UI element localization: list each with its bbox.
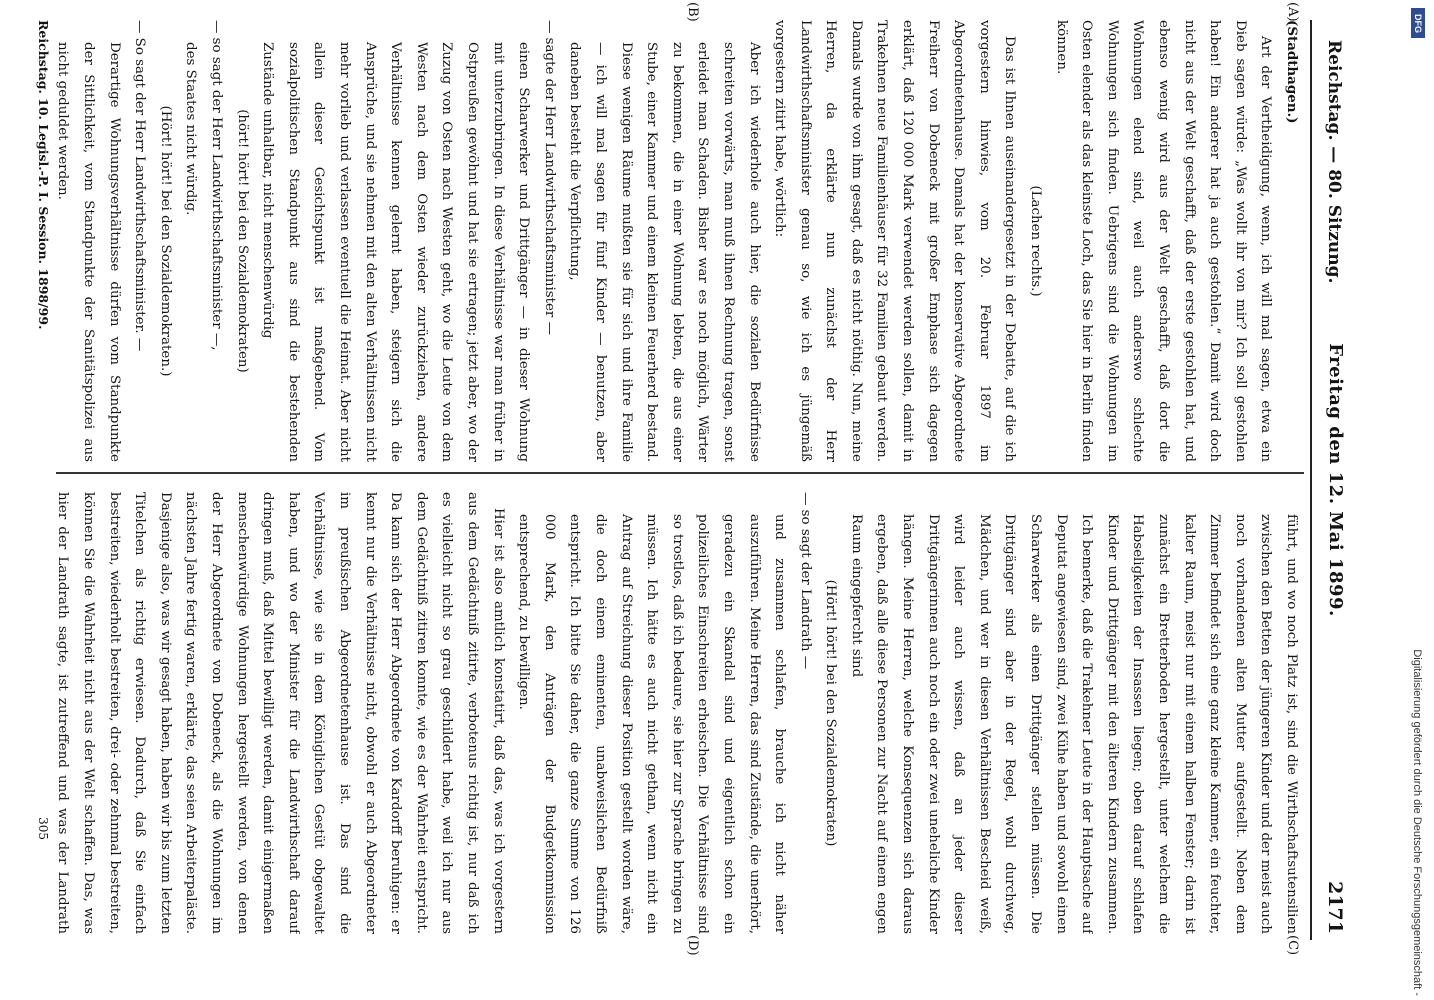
footer-session: Reichstag. 10. Legisl.-P. I. Session. 1898/99.: [36, 20, 51, 330]
margin-marker-d: (D): [685, 935, 700, 956]
dfg-credit-text: Digitalisierung gefördert durch die Deutsche Forschungsgemeinschaft -: [1411, 649, 1423, 996]
aside-laughter: (Lachen rechts.): [1028, 185, 1044, 297]
aside-landrath: — so sagt der Landrath —: [797, 492, 813, 670]
left-quote-4: Derartige Wohnungsverhältnisse dürfen vom Standpunkte der Sittlichkeit, vom Standpunkte der Sanitätspolizei aus nicht geduldet werden.: [56, 42, 122, 462]
right-quote-2: und zusammen schlafen, brauche ich nicht näher auszuführen. Meine Herren, das sind Zustände, die unerhört, geradezu ein Skandal sind und eigentlich schon ein polizeiliches Einschreiten erheischen. Die Verhältnisse sind so trostlos, daß ich bedaure, sie hier zur Sprache bringen zu müssen. Ich hätte es auch nicht gethan, wenn nicht ein Antrag auf Streichung dieser Position gestellt worden wäre, die doch einem eminenten, unabweislichen Bedürfniß entspricht. Ich bitte Sie daher, die ganze Summe von 126 000 Mark, den Anträgen der Budgetkommission entsprechend, zu bewilligen.: [516, 514, 788, 934]
left-paragraph-1: Art der Vertheidigung, wenn, ich will mal sagen, etwa ein Dieb sagen würde: „Was wollt ihr von mir? Ich soll gestohlen haben! Ein anderer hat ja auch gestohlen.“ Damit wird doch nicht aus der Welt geschafft, daß der erste gestohlen hat, und ebenso wenig wird aus der Welt geschafft, daß dort die Wohnungen elend sind, weil auch anderswo schlechte Wohnungen sich finden. Uebrigens sind die Wohnungen im Osten elender als das kleinste Loch, das Sie hier in Berlin finden können.: [1053, 20, 1274, 462]
header-page-number: 2171: [1324, 881, 1346, 934]
right-quote-1: führt, und wo noch Platz ist, sind die Wirthschaftsutensilien zwischen den Betten der jüngeren Kinder und der meist auch noch vorhandenen alten Mutter aufgestellt. Neben dem Zimmer befindet sich eine ganz kleine Kammer, ein feuchter, kalter Raum, meist nur mit einem halben Fenster; darin ist zunächst ein Bretterboden hergestellt, unter welchem die Habseligkeiten der Insassen liegen; oben darauf schlafen Kinder und Drittgänger mit den älteren Kindern zusammen. Ich bemerke, daß die Trakehner Leute in der Hauptsache auf Deputat angewiesen sind, zwei Kühe haben und sowohl einen Scharwerker als einen Drittgänger stellen müssen. Die Drittgänger sind aber in der Regel, wohl durchweg, Mädchen, und wer in diesen Verhältnissen Bescheid weiß, wird leider auch wissen, daß an jeder dieser Drittgängerinnen auch noch ein oder zwei uneheliche Kinder hängen. Meine Herren, welche Konsequenzen sich daraus ergeben, daß alle diese Personen zur Nacht auf einem engen Raum eingepfercht sind: [848, 514, 1299, 934]
margin-marker-b: (B): [685, 2, 700, 22]
header-date: Freitag den 12. Mai 1899.: [1325, 343, 1346, 617]
page-header: [1310, 20, 1350, 940]
aside-minister-1: — sagte der Herr Landwirthschaftsminister —: [541, 20, 557, 335]
dfg-logo-icon: DFG: [1411, 8, 1425, 38]
right-column: [56, 492, 1304, 934]
right-paragraph-1: Hier ist also amtlich konstatirt, daß das, was ich vorgestern aus dem Gedächtniß zitirte, verbotenus richtig ist, nur daß ich es vielleicht nicht so grau geschildert habe, weil ich nur aus dem Gedächtniß zitiren konnte, wie es der Wahrheit entspricht. Da kann sich der Herr Abgeordnete von Kardorff beruhigen: er kennt nur die Verhältnisse nicht, obwohl er auch Abgeordneter im preußischen Abgeordnetenhause ist. Das sind die Verhältnisse, wie sie in dem Königlichen Gestüt obgewaltet haben, und wo der Minister für die Landwirthschaft darauf dringen muß, daß Mittel bewilligt werden, damit einigermaßen menschenwürdige Wohnungen hergestellt werden, von denen der Herr Abgeordnete von Dobeneck, als die Wohnungen im nächsten Jahre fertig waren, erklärte, das seien Arbeiterpaläste. Dasjenige also, was wir gesagt haben, haben wir bis zum letzten Titelchen als richtig erwiesen. Dadurch, daß Sie einfach bestreiten, wiederholt bestreiten, drei- oder zehnmal bestreiten, können Sie die Wahrheit nicht aus der Welt schaffen. Das, was hier der Landrath sagte, ist zutreffend und was der Landrath: [56, 492, 506, 934]
aside-hoert-1: (hört! hört! bei den Sozialdemokraten): [234, 109, 250, 373]
left-paragraph-2: Das ist Ihnen auseinandergesetzt in der Debatte, auf die ich vorgestern hinwies, vom 20. Februar 1897 im Abgeordnetenhause. Damals hat der konservative Abgeordnete Freiherr von Dobeneck mit großer Emphase sich dagegen erklärt, daß 120 000 Mark verwendet werden sollen, damit in Trakehnen neue Familienhäuser für 32 Familien gebaut werden. Damals wurde von ihm gesagt, daß es nicht nöthig. Nun, meine Herren, da erklärte nun zunächst der Herr Landwirthschaftsminister genau so, wie ich es jüngemäß vorgestern zitirt habe, wörtlich:: [772, 20, 1018, 462]
aside-hoert-3: (Hört! hört! bei den Sozialdemokraten): [823, 579, 839, 847]
speaker-tag: (Stadthagen.): [1284, 20, 1300, 124]
header-left-session: Reichstag. — 80. Sitzung.: [1324, 40, 1344, 284]
left-quote-2: einen Scharwerker und Drittgänger — in dieser Wohnung mit unterzubringen. In diese Verhältnisse war man früher in Ostpreußen gewöhnt und hat sie ertragen; jetzt aber, wo der Zuzug von Osten nach Westen geht, wo die Leute von dem Westen nach dem Osten wieder zurückziehen, andere Verhältnisse kennen gelernt haben, steigern sich die Ansprüche, und sie nehmen mit den alten Verhältnissen nicht mehr vorlieb und verlassen eventuell die Heimat. Aber nicht allein dieser Gesichtspunkt ist maßgebend. Vom sozialpolitischen Standpunkt aus sind die bestehenden Zustände unhaltbar, nicht menschenwürdig: [260, 42, 532, 462]
dfg-credit-strip: [1405, 0, 1431, 1000]
column-divider: [56, 472, 1304, 474]
margin-marker-c: (C): [1285, 935, 1300, 956]
footer-signature: 305: [36, 817, 50, 840]
left-quote-1: Aber ich wiederhole auch hier, die sozialen Bedürfnisse schreiten vorwärts, man muß ihnen Rechnung tragen, sonst erleidet man Schaden. Bisher war es noch möglich, Wärter zu bekommen, die in einer Wohnung lebten, die aus einer Stube, einer Kammer und einem kleinen Feuerherd bestand. Diese wenigen Räume mußten sie für sich und ihre Familie — ich will mal sagen für fünf Kinder — benutzen, aber daneben besteht die Verpflichtung,: [567, 42, 762, 462]
rotated-document-page: [30, 0, 1400, 960]
aside-minister-3: — So sagt der Herr Landwirthschaftsminister. —: [132, 20, 148, 352]
aside-minister-2: — so sagt der Herr Landwirthschaftsminister —,: [209, 20, 225, 351]
left-column: [56, 20, 1304, 462]
aside-hoert-2: (Hört! hört! bei den Sozialdemokraten.): [157, 105, 173, 377]
left-quote-3: des Staates nicht würdig.: [183, 42, 199, 216]
margin-marker-a: (A): [1285, 2, 1300, 22]
